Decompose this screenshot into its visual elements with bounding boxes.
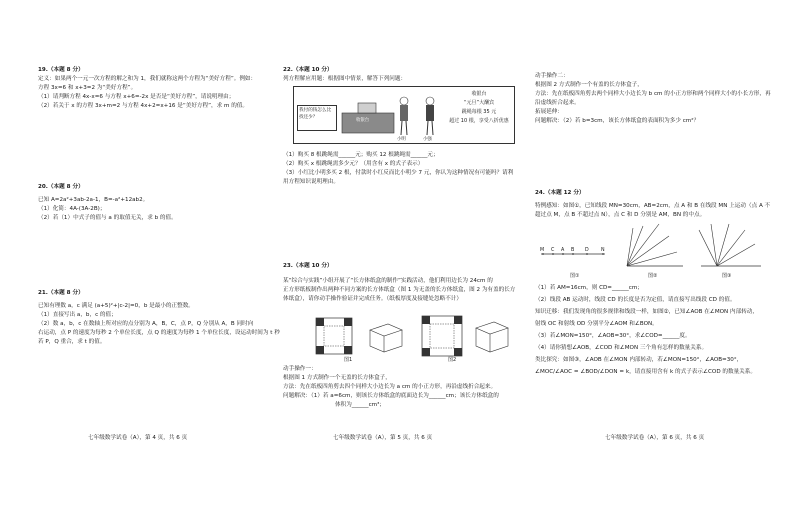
net2-corner	[454, 348, 462, 356]
point-label-b: B	[571, 248, 575, 253]
q21-line: （2）数 a，b，c 在数轴上所对应的点分别为 A，B，C，点 P，Q 分别从 A，B 同时向	[38, 321, 254, 327]
angle3-ray	[717, 244, 755, 266]
shopping-illustration	[293, 86, 515, 144]
question-22-heading: 22.（本题 10 分）	[283, 67, 333, 73]
footer-page-4: 七年级数学试卷（A），第 4 页，共 6 页	[88, 435, 188, 441]
cont-line: 根据图 2 方式制作一个有盖的长方体盒子，	[535, 82, 643, 88]
angle3-ray	[717, 230, 745, 266]
q22-line: （1）购买 8 根跳绳需______元；购买 12 根跳绳需______元；	[283, 152, 439, 158]
cont-line: 拓展延伸：	[535, 109, 563, 115]
q20-line: （1）化简：4A-(3A-2B)；	[38, 206, 106, 212]
q23-task-line: 动手操作一：	[283, 366, 317, 372]
point-label-m: M	[540, 248, 545, 253]
q24-line: （1）若 AM=16cm，则 CD=______cm；	[535, 285, 643, 291]
box2-sides	[476, 328, 508, 352]
q20-line: （2）若（1）中式子的值与 a 的取值无关，求 b 的值。	[38, 215, 177, 221]
q21-line: 右运动，点 P 的速度为每秒 2 个单位长度，点 Q 的速度为每秒 1 个单位长度，设运动时间为 t 秒	[38, 330, 280, 336]
q20-line: 已知 A=2a²+3ab-2a-1，B=-a²+12ab2。	[38, 197, 149, 203]
column-page-5	[283, 66, 513, 84]
net2-corner	[422, 316, 430, 324]
net1-corner	[316, 346, 324, 354]
fig-caption-3: 图③	[722, 273, 732, 279]
cont-line: 问题解决：（2）若 b=3cm，该长方体纸盒的表面积为多少 cm²？	[535, 118, 700, 124]
column-page-6	[535, 72, 771, 126]
q24-line: 射线 OC 和射线 OD 分别平分∠AOM 和∠BON。	[535, 321, 658, 327]
fig2-caption: 图2	[448, 357, 457, 363]
label-xiaoqiang: 小强	[423, 137, 432, 142]
q23-line: 体纸盒），请你动手操作验证并完成任务。（纸板厚度及接缝处忽略不计）	[283, 296, 462, 302]
net1-corner	[344, 346, 352, 354]
q21-line: 若 P，Q 重合，求 t 的值。	[38, 339, 106, 345]
q24-line: （4）请你猜想∠AOB，∠COD 和∠MON 三个角有怎样的数量关系。	[535, 345, 708, 351]
box1-open	[370, 324, 402, 336]
question-19-heading: 19.（本题 8 分）	[38, 67, 84, 73]
sale-sign	[448, 90, 510, 126]
question-24-heading: 24.（本题 12 分）	[535, 190, 585, 196]
q22-line: （2）购买 x 根跳绳需多少元？（用含有 x 的式子表示）	[283, 161, 424, 167]
cash-register	[358, 103, 376, 113]
speech-bubble-text: 我付的钱怎么比找还少？	[299, 108, 332, 120]
q24-line: 超过点 M，点 B 不超过点 N），点 C 和 D 分别是 AM，BN 的中点。	[535, 212, 706, 218]
q23-text	[283, 262, 515, 304]
boy2-head	[426, 97, 434, 105]
q19-line: （2）若关于 x 的方程 3x+m=2 与方程 4x+2=x+16 是“美好方程”，求 m 的值。	[38, 103, 248, 109]
sign-line: “元旦”大酬宾	[463, 100, 495, 106]
angle2-ray	[627, 252, 677, 266]
question-21-heading: 21.（本题 8 分）	[38, 290, 84, 296]
q24-line: ∠MOC/∠AOC = ∠BOD/∠DON = k，请直接用含有 k 的式子表示∠COD 的数量关系。	[535, 369, 756, 375]
boy2-body	[426, 105, 434, 121]
fig-caption-2: 图②	[648, 273, 658, 279]
angle3-ray	[717, 224, 729, 266]
boy-head	[400, 97, 408, 105]
label-xiaoming: 小明	[397, 137, 406, 142]
q22-questions	[283, 151, 515, 187]
q24-line: （3）若∠MON=150°，∠AOB=30°，求∠COD=______度。	[535, 333, 691, 339]
box2-top	[476, 322, 508, 334]
q22-line: 用方程知识说明理由。	[283, 179, 339, 185]
net1-fold	[324, 326, 344, 346]
net1-corner	[344, 318, 352, 326]
q24-line: 特例感知：如图①，已知线段 MN=30cm，AB=2cm，点 A 和 B 在线段 MN 上运动（点 A 不	[535, 203, 771, 209]
net2-corner	[422, 348, 430, 356]
q22-line: （3）小红比小明多买 2 根，付款时小红反而比小明少 7 元，你认为这种情况有可能吗？请利	[283, 170, 514, 176]
q19-line: 方程 3x=6 和 x+3=2 为“美好方程”。	[38, 85, 137, 91]
q23-task-line: 问题解决：（1）若 a=6cm，则该长方体纸盒的底面边长为______cm；该长方体纸盒的	[283, 393, 499, 399]
q19-line: 定义：如果两个一元一次方程的解之和为 1，我们就称这两个方程为“美好方程”。例如：	[38, 76, 257, 82]
net2-corner	[454, 316, 462, 324]
q23-task-line: 方法：先在纸板四角剪去四个同样大小边长为 a cm 的小正方形，再沿虚线折合起来。	[283, 384, 497, 390]
fig1-caption: 图1	[344, 357, 353, 363]
boy-body	[400, 105, 408, 121]
point-label-a: A	[561, 248, 565, 253]
footer-page-6: 七年级数学试卷（A），第 6 页，共 6 页	[605, 435, 705, 441]
box-nets-figure	[298, 312, 518, 362]
net1-corner	[316, 318, 324, 326]
angle2-ray	[627, 224, 659, 266]
q22-intro: 列方程解应用题：根据图中情景，解答下列问题：	[283, 76, 407, 82]
q21-line: 已知有理数 a，c 满足 (a+5)²+|c-2|=0，b 是最小的正整数。	[38, 303, 194, 309]
box1-sides	[370, 330, 402, 352]
cont-line: 沿虚线折合起来。	[535, 100, 580, 106]
q23-task-line: 体积为______cm³；	[335, 402, 385, 408]
point-label-n: N	[601, 248, 605, 253]
fig-caption-1: 图①	[570, 273, 580, 279]
cont-line: 动手操作二：	[535, 73, 569, 79]
column-page-4	[38, 66, 280, 347]
footer-page-5: 七年级数学试卷（A），第 5 页，共 6 页	[333, 435, 433, 441]
net2-fold	[430, 324, 454, 348]
cont-line: 方法：先在纸板四角剪去两个同样大小边长为 b cm 的小正方形和两个同样大小的小长方形，再	[535, 91, 771, 97]
q24-line: （2）线段 AB 运动时，线段 CD 的长度是否为定值，请直接写出线段 CD 的值。	[535, 297, 736, 303]
segment-angle-figures	[535, 214, 765, 276]
sign-line: 跳绳每根 35 元	[461, 109, 497, 115]
q23-line: 某“综合与实践”小组开展了“长方体纸盒的制作”实践活动，他们利用边长为 24cm 的	[283, 278, 493, 284]
q23-task-line: 根据图 1 方式制作一个无盖的长方体盒子，	[283, 375, 391, 381]
counter-label: 收银台	[356, 118, 370, 123]
question-23-heading: 23.（本题 10 分）	[283, 263, 333, 269]
point-label-d: D	[585, 248, 589, 253]
q19-line: （1）请判断方程 4x-x=6 与方程 x+6=-2x 是否是“美好方程”，请说明理由；	[38, 94, 235, 100]
question-20-heading: 20.（本题 8 分）	[38, 184, 84, 190]
q24-line: 知识迁移：我们发现角的很多规律和线段一样，如图②，已知∠AOB 在∠MON 内部转动，	[535, 309, 758, 315]
q24-line: 类比探究：如图③，∠AOB 在∠MON 内部转动，若∠MON=150°，∠AOB=30°，	[535, 357, 743, 363]
q23-task	[283, 365, 515, 410]
sign-line: 收银台	[471, 91, 487, 97]
cashier-counter	[342, 113, 394, 133]
point-label-c: C	[551, 248, 555, 253]
q21-line: （1）直接写出 a，b，c 的值；	[38, 312, 117, 318]
angle2-ray	[627, 228, 633, 266]
q23-line: 正方形纸板制作出两种不同方案的长方体纸盒（图 1 为无盖的长方体纸盒，图 2 为有盖的长方	[283, 287, 516, 293]
q24-questions	[535, 282, 760, 378]
sign-line: 超过 10 根，享受八折优惠	[449, 118, 509, 124]
